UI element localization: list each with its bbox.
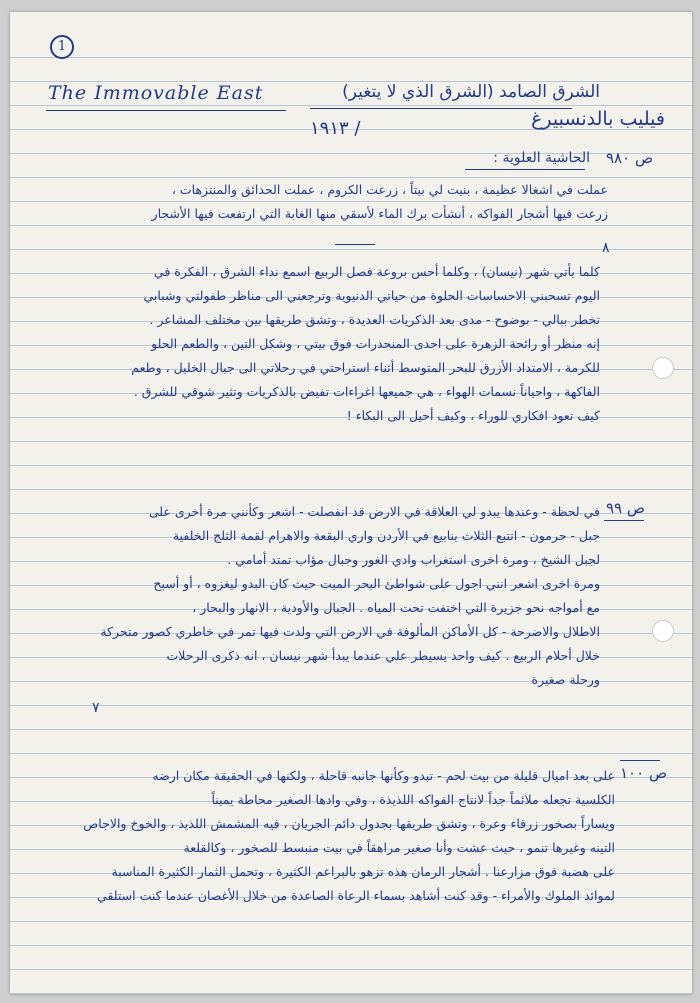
page-reference-99-underline	[604, 520, 644, 521]
page-reference-100: ص ١٠٠	[620, 764, 668, 782]
publication-year: ١٩١٣ /	[310, 118, 361, 139]
text-line: كلما يأتي شهر (نيسان) ، وكلما أحس بروعة فصل الربيع اسمع نداء الشرق ، الفكرة في	[153, 264, 600, 279]
text-line: في لحظة - وعندها يبدو لي العلاقة في الارض قد انفصلت - اشعر وكأنني مرة أخرى على	[148, 504, 600, 519]
text-line: تخطر ببالي - بوضوح - مدى بعد الذكريات العديدة ، وتشق طريقها بين مختلف المشاعر .	[149, 312, 600, 327]
page-reference-980: ص ٩٨٠	[606, 149, 654, 167]
paragraph-3	[50, 500, 600, 692]
text-line: مع أمواجه نحو جزيرة التي اختفت تحت المياه . الجبال والأودية ، الانهار والبحار ،	[192, 600, 600, 615]
text-line: جبل - حرمون - اتتبع الثلاث ينابيع في الأردن واري البقعة والاهرام لقمة الثلج الخلفية	[172, 528, 600, 543]
text-line: الكلسية تجعله ملائماً جداً لانتاج الفواكه اللذيذة ، وفي وادها الصغير محاطة يميناً	[211, 792, 615, 807]
text-line: الفاكهة ، واحياناً نسمات الهواء ، هي جميعها اغراءات تفيض بالذكريات وتثير شوقي للشرق .	[133, 384, 600, 399]
arabic-title: الشرق الصامد (الشرق الذي لا يتغير)	[342, 82, 600, 102]
text-line: ويساراً بصخور زرقاء وعرة ، وتشق طريقها بجدول دائم الجريان ، فيه المشمش اللذيذ ، والخوخ والاجاص	[83, 816, 615, 831]
binder-hole-upper	[652, 357, 674, 379]
text-line: اليوم تسحبني الاحساسات الحلوة من حياتي الدنيوية وترجعني الى مناظر طفولتي وشبابي	[143, 288, 600, 303]
text-line: على هضبة فوق مزارعنا . أشجار الرمان هذه تزهو بالبراعم الكثيرة ، وتحمل الثمار الكثيرة المناسبة	[111, 864, 615, 879]
text-line: زرعت فيها أشجار الفواكه ، أنشأت برك الماء لأسقي منها الغابة التي ارتفعت فيها الأشجار	[151, 206, 608, 221]
text-line: إنه منظر أو رائحة الزهرة على احدى المنحدرات فوق بيتي ، وشكل التين ، والطعم الحلو	[151, 336, 600, 351]
text-line: التينه وغيرها تنمو ، حيث عشت وأنا صغير مراهقاً في بيت منبسط للصخور ، وكالقلعة	[183, 840, 615, 855]
text-line: ورحلة صغيرة	[531, 672, 600, 687]
text-line: لجبل الشيخ ، ومرة اخرى استغراب وادي الغور وجبال مؤاب تمتد أمامي .	[227, 552, 600, 567]
separator-dash	[335, 244, 375, 245]
paragraph-4	[30, 764, 615, 908]
paragraph-mark: ٨	[602, 240, 610, 256]
text-line: عملت في اشغالا عظيمة ، بنيت لي بيتاً ، زرعت الكروم ، عملت الحدائق والمنتزهات ،	[171, 182, 608, 197]
text-line: كيف تعود افكاري للوراء ، وكيف أحيل الى البكاء !	[346, 408, 600, 423]
text-line: للكرمة ، الامتداد الأزرق للبحر المتوسط أثناء استراحتي في رحلاتي الى جبال الخليل ، وطعم	[131, 360, 600, 375]
paragraph-end-mark: ٧	[92, 700, 100, 716]
paragraph-2	[30, 260, 600, 428]
english-title: The Immovable East	[48, 82, 264, 104]
text-line: الاطلال والاضرحة - كل الأماكن المألوفة في الارض التي ولدت فيها تمر في خاطري كصور متحركة	[100, 624, 600, 639]
page-number: 1	[50, 35, 74, 59]
text-line: لموائد الملوك والأمراء - وقد كنت أشاهد بسماء الرعاة الصاعدة من خلال الأغصان عندما كنت استلقي	[97, 888, 615, 903]
text-line: خلال أحلام الربيع . كيف واحد يسيطر علي عندما يبدأ شهر نيسان ، انه ذكرى الرحلات	[166, 648, 600, 663]
page-reference-99: ص ٩٩	[606, 499, 646, 517]
binder-hole-lower	[652, 620, 674, 642]
page-reference-100-overline	[620, 760, 660, 761]
english-title-underline	[46, 110, 286, 111]
paragraph-1	[48, 178, 608, 226]
text-line: على بعد اميال قليلة من بيت لحم - تبدو وكأنها جانبه قاحلة ، ولكنها في الحقيقة مكان ارضه	[152, 768, 615, 783]
text-line: ومرة اخرى اشعر انني اجول على شواطئ البحر الميت حيث كان البدو ليغزوه ، أو أسبح	[153, 576, 600, 591]
section-heading-underline	[465, 169, 585, 170]
section-heading: الحاشية العلوية :	[493, 150, 590, 166]
manuscript-page	[10, 12, 692, 994]
author-name: فيليب بالدنسبيرغ	[531, 108, 665, 130]
